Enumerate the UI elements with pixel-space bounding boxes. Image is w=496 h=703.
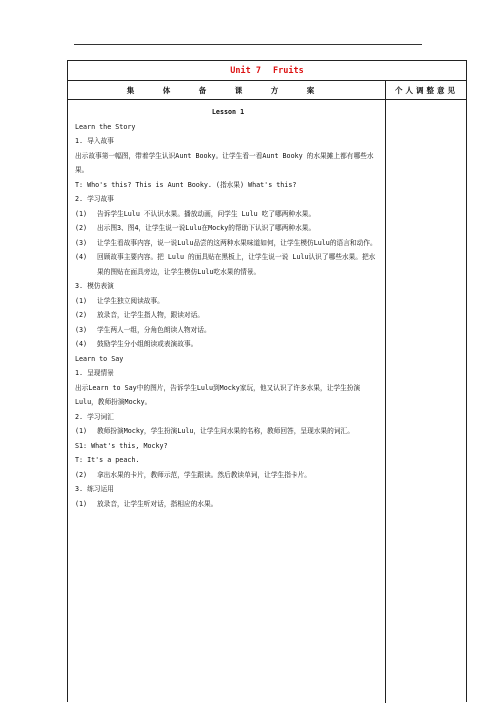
list-item: (2) 拿出水果的卡片，教师示范，学生跟读。然后教读单词，让学生指卡片。 [75, 470, 311, 479]
paragraph: 出示Learn to Say中的图片，告诉学生Lulu到Mocky家玩，他又认识了许多水果，让学生扮演Lulu，教师扮演Mocky。 [75, 383, 361, 406]
column-header-row [68, 81, 466, 100]
plan-column-header: 集 体 备 课 方 案 [126, 85, 327, 95]
section-heading-story: Learn the Story [75, 122, 136, 131]
unit-topic: Fruits [273, 65, 304, 76]
step-title: 3. 模仿表演 [75, 282, 114, 290]
step-title: 2. 学习故事 [75, 195, 114, 203]
list-item: (3) 让学生看故事内容，说一说Lulu品尝的这两种水果味道如何，让学生模仿Lulu的语言和动作。 [75, 238, 377, 247]
list-item: (2) 出示图3、图4，让学生说一说Lulu在Mocky的帮助下认识了哪两种水果。 [75, 224, 316, 232]
header-rule [74, 44, 422, 45]
unit-number: Unit 7 [230, 65, 261, 76]
step-title: 3. 练习运用 [75, 485, 114, 493]
unit-title [68, 61, 466, 81]
lesson-plan-table [67, 60, 467, 702]
step-title: 2. 学习词汇 [75, 412, 114, 421]
column-divider [385, 81, 386, 703]
step-title: 1. 导入故事 [75, 137, 114, 145]
student-line: S1: What's this, Mocky? [75, 441, 168, 450]
plan-content [75, 105, 381, 511]
step-title: 1. 呈现情景 [75, 369, 114, 377]
section-heading-say: Learn to Say [75, 354, 124, 363]
lesson-title: Lesson 1 [211, 108, 245, 116]
list-item: (1) 教师扮演Mocky，学生扮演Lulu，让学生问水果的名称，教师回答，呈现水果的词汇。 [75, 427, 354, 435]
teacher-line: T: Who's this? This is Aunt Booky. (指水果) What's this? [75, 180, 297, 189]
paragraph: 出示故事第一幅图，带着学生认识Aunt Booky。让学生看一看Aunt Booky 的水果摊上都有哪些水果。 [75, 151, 374, 174]
list-item: (4) 回顾故事主要内容。把 Lulu 的面具贴在黑板上，让学生说一说 Lulu认识了哪些水果。把水果的图贴在面具旁边，让学生模仿Lulu吃水果的情景。 [75, 253, 376, 276]
list-item: (3) 学生两人一组，分角色朗读人物对话。 [75, 325, 211, 334]
list-item: (1) 放录音，让学生听对话，指相应的水果。 [75, 499, 218, 508]
opinion-column-header: 个人调整意见 [395, 85, 458, 95]
list-item: (4) 鼓励学生分小组朗读或表演故事。 [75, 340, 198, 348]
list-item: (1) 告诉学生Lulu 不认识水果。播放动画，问学生 Lulu 吃了哪两种水果。 [75, 209, 316, 218]
list-item: (1) 让学生独立阅读故事。 [75, 296, 164, 305]
list-item: (2) 放录音，让学生指人物，跟读对话。 [75, 311, 204, 319]
teacher-line: T: It's a peach. [75, 456, 140, 464]
